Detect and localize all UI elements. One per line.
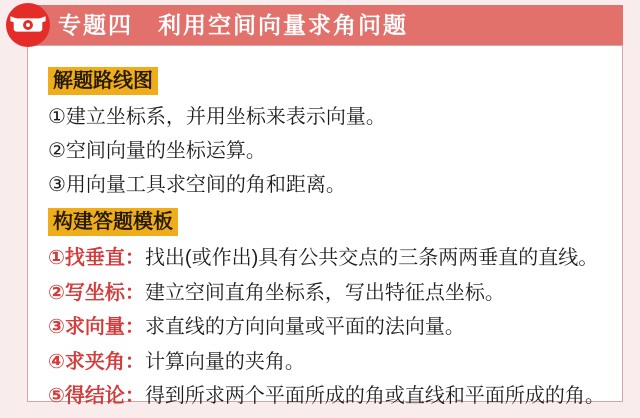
step-text: 计算向量的夹角。 — [144, 350, 305, 373]
content-box — [27, 45, 623, 407]
step-text: 得到所求两个平面所成的角或直线和平面所成的角。 — [144, 385, 605, 407]
step-label: ④求夹角： — [48, 350, 145, 373]
section-badge-route-map: 解题路线图 — [48, 67, 158, 95]
route-item-3: ③用向量工具求空间的角和距离。 — [48, 174, 346, 196]
template-step-2 — [48, 276, 616, 311]
template-step-5 — [48, 379, 616, 414]
template-step-4 — [48, 345, 616, 380]
route-item-1: ①建立坐标系，并用坐标来表示向量。 — [48, 106, 386, 128]
route-item-2: ②空间向量的坐标运算。 — [48, 140, 266, 162]
camera-icon — [6, 3, 50, 47]
step-text: 建立空间直角坐标系，写出特征点坐标。 — [144, 281, 505, 304]
section-badge-answer-template: 构建答题模板 — [48, 208, 178, 236]
step-label: ⑤得结论： — [48, 385, 145, 407]
step-label: ①找垂直： — [48, 247, 145, 269]
camera-logo-icon — [6, 3, 50, 47]
step-label: ③求向量： — [48, 316, 145, 338]
template-step-3 — [48, 310, 616, 345]
step-text: 找出(或作出)具有公共交点的三条两两垂直的直线。 — [144, 247, 599, 269]
step-text: 求直线的方向向量或平面的法向量。 — [144, 316, 465, 338]
template-step-1 — [48, 241, 616, 276]
page-title: 专题四 利用空间向量求角问题 — [30, 5, 623, 45]
step-label: ②写坐标： — [48, 281, 145, 304]
